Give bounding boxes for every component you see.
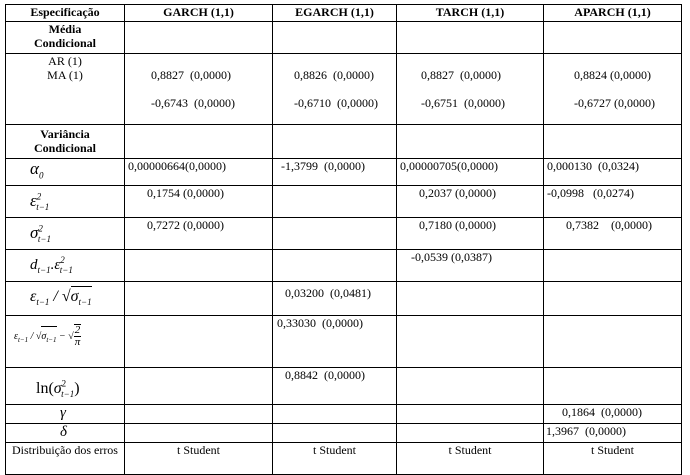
alpha0-garch: 0,00000664(0,0000) — [125, 159, 273, 186]
distribution-tarch: t Student — [397, 443, 544, 475]
alpha0-row — [6, 159, 682, 186]
section-media-label: Média Condicional — [6, 22, 125, 54]
arma-labels: AR (1) MA (1) — [6, 54, 125, 125]
eps-over-sqrt-egarch: 0,03200 (0,0481) — [273, 282, 397, 316]
arma-aparch: 0,8824 (0,0000) -0,6727 (0,0000) — [544, 54, 682, 125]
header-spec: Especificação — [6, 5, 125, 22]
eps2-symbol: $\varepsilon^2_{t-1}$ — [6, 186, 125, 218]
section-variancia-label: Variância Condicional — [6, 125, 125, 159]
sigma2-tarch: 0,7180 (0,0000) — [397, 218, 544, 250]
alpha0-egarch: -1,3799 (0,0000) — [273, 159, 397, 186]
arma-row — [6, 54, 682, 125]
distribution-aparch: t Student — [544, 443, 682, 475]
d-eps2-tarch: -0,0539 (0,0387) — [397, 250, 544, 282]
arma-egarch: 0,8826 (0,0000) -0,6710 (0,0000) — [273, 54, 397, 125]
ln-sigma2-egarch: 0,8842 (0,0000) — [273, 368, 397, 405]
eps2-row — [6, 186, 682, 218]
section-media-row — [6, 22, 682, 54]
arma-garch: 0,8827 (0,0000) -0,6743 (0,0000) — [125, 54, 273, 125]
gamma-symbol: γ — [6, 405, 125, 424]
d-eps2-symbol: $d_{t-1}.\varepsilon^2_{t-1}$ — [6, 250, 125, 282]
distribution-egarch: t Student — [273, 443, 397, 475]
eps2-garch: 0,1754 (0,0000) — [125, 186, 273, 218]
d-eps2-row — [6, 250, 682, 282]
sigma2-aparch: 0,7382 (0,0000) — [544, 218, 682, 250]
eps2-aparch: -0,0998 (0,0274) — [544, 186, 682, 218]
delta-row — [6, 424, 682, 443]
ln-sigma2-row — [6, 368, 682, 405]
header-row — [6, 5, 682, 22]
gamma-aparch: 0,1864 (0,0000) — [544, 405, 682, 424]
eps-over-sqrt-symbol: $\varepsilon_{t-1} / √\sigma_{t-1}$ — [6, 282, 125, 316]
section-variancia-row — [6, 125, 682, 159]
arma-tarch: 0,8827 (0,0000) -0,6751 (0,0000) — [397, 54, 544, 125]
alpha0-symbol: $\alpha_0$ — [6, 159, 125, 186]
sigma2-symbol: $\sigma^2_{t-1}$ — [6, 218, 125, 250]
abs-term-symbol: $\varepsilon_{t-1} / √\sigma_{t-1}$ − √ $\frac{2}{\pi}$ — [6, 316, 125, 368]
distribution-label: Distribuição dos erros — [6, 443, 125, 475]
delta-aparch: 1,3967 (0,0000) — [544, 424, 682, 443]
sigma2-garch: 0,7272 (0,0000) — [125, 218, 273, 250]
eps2-egarch — [273, 186, 397, 218]
ln-sigma2-symbol: $\ln(\sigma^2_{t-1})$ — [6, 368, 125, 405]
estimation-table — [5, 4, 682, 475]
abs-term-egarch: 0,33030 (0,0000) — [273, 316, 397, 368]
sigma2-row — [6, 218, 682, 250]
header-tarch: TARCH (1,1) — [397, 5, 544, 22]
distribution-row — [6, 443, 682, 475]
abs-term-row — [6, 316, 682, 368]
gamma-row — [6, 405, 682, 424]
delta-symbol: δ — [6, 424, 125, 443]
header-garch: GARCH (1,1) — [125, 5, 273, 22]
distribution-garch: t Student — [125, 443, 273, 475]
header-egarch: EGARCH (1,1) — [273, 5, 397, 22]
alpha0-aparch: 0,000130 (0,0324) — [544, 159, 682, 186]
header-aparch: APARCH (1,1) — [544, 5, 682, 22]
sigma2-egarch — [273, 218, 397, 250]
eps-over-sqrt-row — [6, 282, 682, 316]
eps2-tarch: 0,2037 (0,0000) — [397, 186, 544, 218]
alpha0-tarch: 0,00000705(0,0000) — [397, 159, 544, 186]
